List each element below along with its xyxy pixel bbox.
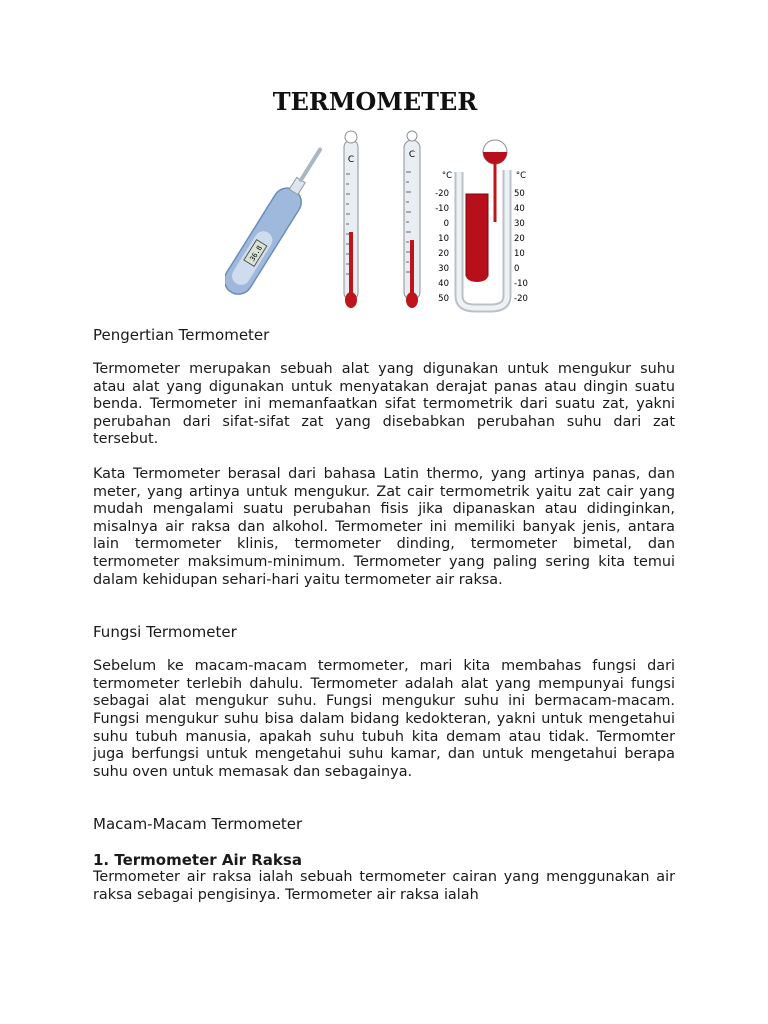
- scale-right-tick: 0: [514, 264, 520, 274]
- glass-thermometer-icon: [344, 131, 358, 308]
- digital-readout: 36.8: [248, 244, 265, 263]
- glass-thermometer-icon: [404, 131, 420, 308]
- celsius-label-2: C: [408, 150, 416, 160]
- article-body: [93, 326, 675, 923]
- scale-left-tick: 40: [438, 279, 449, 289]
- scale-right-tick: 40: [514, 204, 525, 214]
- scale-left-tick: 50: [438, 294, 449, 304]
- degree-label-right: °C: [515, 171, 527, 181]
- scale-right-tick: -20: [514, 294, 528, 304]
- scale-right-tick: -10: [514, 279, 528, 289]
- scale-left-tick: 20: [438, 249, 449, 259]
- scale-right-tick: 10: [514, 249, 525, 259]
- thermometer-illustration: [225, 82, 545, 317]
- paragraph-fungsi-1: Sebelum ke macam-macam termometer, mari kita membahas fungsi dari termometer terlebih dahulu. Termometer adalah alat yang mempunyai fungsi sebagai alat mengukur suhu. Fungsi mengukur suhu ini bermacam-macam. Fungsi mengukur suhu bisa dalam bidang kedokteran, yakni untuk mengetahui suhu tubuh manusia, apakah suhu tubuh kita demam atau tidak. Termomter juga berfungsi untuk mengetahui suhu kamar, dan untuk mengetahui berapa suhu oven untuk memasak dan sebagainya.: [93, 658, 675, 780]
- section-heading-macam: Macam-Macam Termometer: [93, 815, 303, 834]
- scale-right-tick: 20: [514, 234, 525, 244]
- scale-left-tick: 0: [443, 219, 449, 229]
- scale-left-tick: -20: [435, 189, 449, 199]
- max-min-thermometer-icon: [435, 140, 528, 308]
- scale-left-tick: -10: [435, 204, 449, 214]
- scale-left-tick: 10: [438, 234, 449, 244]
- paragraph-pengertian-2: Kata Termometer berasal dari bahasa Latin thermo, yang artinya panas, dan meter, yang artinya untuk mengukur. Zat cair termometrik yaitu zat cair yang mudah mengalami suatu perubahan fisis jika dipanaskan atau didinginkan, misalnya air raksa dan alkohol. Termometer ini memiliki banyak jenis, antara lain termometer klinis, termometer dinding, termometer bimetal, dan termometer maksimum-minimum. Termometer yang paling sering kita temui dalam kehidupan sehari-hari yaitu termometer air raksa.: [93, 465, 675, 588]
- celsius-label-1: C: [347, 155, 355, 165]
- subsection-heading-air-raksa: 1. Termometer Air Raksa: [93, 851, 302, 870]
- section-heading-pengertian: Pengertian Termometer: [93, 326, 270, 344]
- section-heading-fungsi: Fungsi Termometer: [93, 623, 237, 642]
- paragraph-air-raksa: Termometer air raksa ialah sebuah termometer cairan yang menggunakan air raksa sebagai pengisinya. Termometer air raksa ialah: [93, 869, 675, 903]
- scale-right-tick: 30: [514, 219, 525, 229]
- digital-thermometer-icon: [225, 142, 332, 299]
- thermometer-figure: [225, 82, 545, 317]
- scale-right-tick: 50: [514, 189, 525, 199]
- degree-label-left: °C: [441, 171, 453, 181]
- paragraph-pengertian-1: Termometer merupakan sebuah alat yang digunakan untuk mengukur suhu atau alat yang digunakan untuk menyatakan derajat panas atau dingin suatu benda. Termometer ini memanfaatkan sifat termometrik dari suatu zat, yakni perubahan dari sifat-sifat zat yang disebabkan perubahan suhu dari zat tersebut.: [93, 361, 675, 448]
- figure-title: TERMOMETER: [272, 87, 478, 116]
- scale-left-tick: 30: [438, 264, 449, 274]
